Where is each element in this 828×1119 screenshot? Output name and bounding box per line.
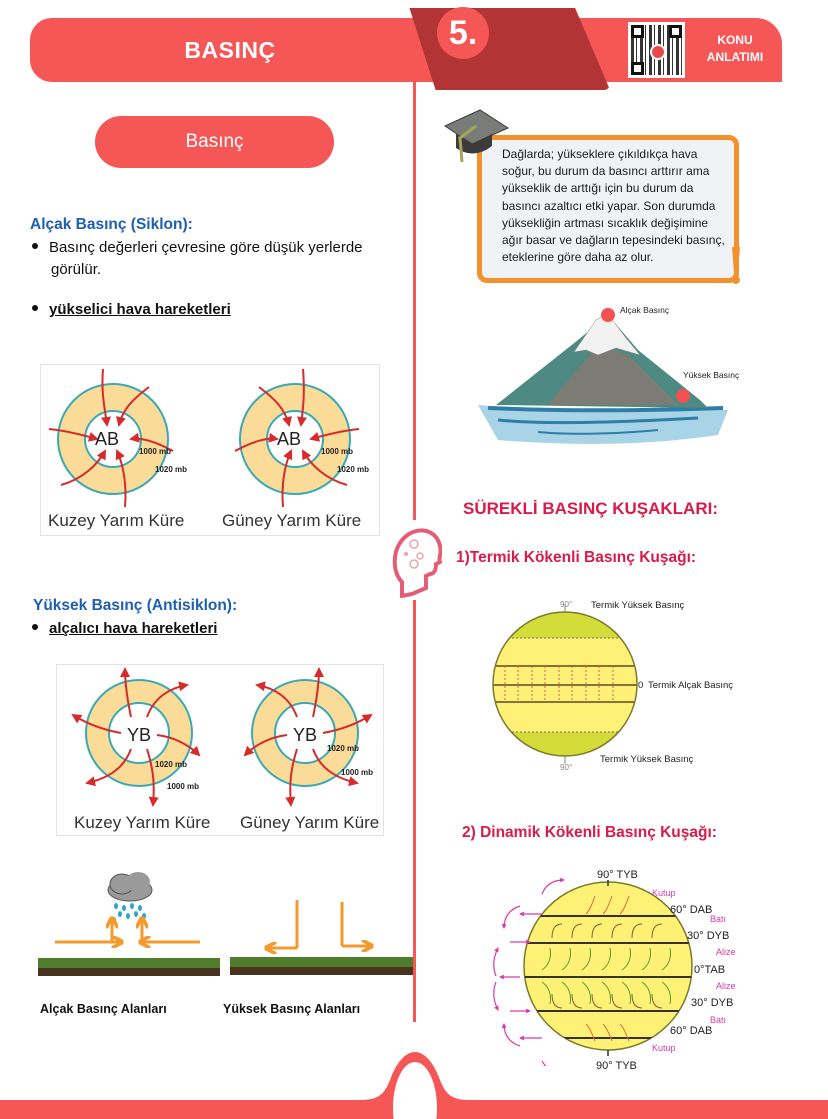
cyclone-diagram	[40, 364, 380, 536]
high-pressure-point	[676, 389, 690, 403]
dyn-line-60-south: 60° DAB	[670, 1025, 713, 1037]
caption-south-hemisphere: Güney Yarım Küre	[240, 813, 380, 832]
bullet-dot	[32, 624, 38, 630]
bullet-text-cont: görülür.	[51, 261, 102, 278]
dyn-line-30-south: 30° DYB	[691, 997, 734, 1009]
dynamic-belt-title: 2) Dinamik Kökenli Basınç Kuşağı:	[462, 824, 717, 841]
bullet-text: yükselici hava hareketleri	[49, 301, 231, 318]
svg-text:1000 mb: 1000 mb	[167, 782, 200, 791]
footer-arch	[360, 1050, 470, 1119]
high-pressure-areas-caption: Yüksek Basınç Alanları	[223, 1002, 361, 1016]
high-pressure-heading: Yüksek Basınç (Antisiklon):	[33, 597, 238, 614]
konu-anlatimi-label[interactable]	[700, 32, 770, 66]
qr-corner	[631, 62, 644, 75]
caption-south-hemisphere: Güney Yarım Küre	[222, 511, 362, 530]
low-pressure-bullet-2	[30, 299, 231, 321]
section-pill-basinc: Basınç	[95, 116, 334, 168]
dyn-line-90-north: 90° TYB	[597, 869, 638, 881]
header-banner-left	[30, 18, 450, 82]
wind-polar-north: Kutup	[652, 888, 676, 898]
caption-north-hemisphere: Kuzey Yarım Küre	[48, 511, 185, 530]
svg-text:1000 mb: 1000 mb	[139, 447, 172, 456]
bullet-text: alçalıcı hava hareketleri	[49, 620, 218, 637]
bullet-dot	[32, 243, 38, 249]
high-pressure-bullet-1	[30, 618, 217, 640]
thermal-equator-label: Termik Alçak Basınç	[648, 680, 733, 691]
mountain-base-label: Yüksek Basınç	[683, 370, 740, 380]
wind-westerly-south: Batı	[710, 1015, 727, 1025]
anticyclone-rings-svg	[57, 665, 385, 837]
qr-corner	[669, 25, 682, 38]
thermal-globe-diagram	[488, 604, 638, 764]
svg-text:1000 mb: 1000 mb	[321, 447, 354, 456]
exclamation-icon	[729, 245, 743, 285]
thermal-bottom-label: Termik Yüksek Basınç	[600, 754, 694, 765]
info-note-text: Dağlarda; yükseklere çıkıldıkça hava soğur, bu durum da basıncı arttırır ama yükseklik de arttığı için bu durum da basıncı azaltıcı etki yapar. Son durumda yüksekliğin artması sıcaklık değişimine ağır basar ve dağların tepesindeki basınç, eteklerine göre daha az olur.	[502, 147, 725, 265]
low-pressure-areas-caption: Alçak Basınç Alanları	[40, 1002, 167, 1016]
thermal-bottom-degree: 90°	[560, 763, 573, 772]
thermal-top-degree: 90°	[560, 600, 573, 609]
page-title: BASINÇ	[184, 36, 276, 63]
mountain-top-label: Alçak Basınç	[620, 305, 670, 315]
thermal-belt-title: 1)Termik Kökenli Basınç Kuşağı:	[456, 549, 697, 566]
thermal-top-label: Termik Yüksek Basınç	[591, 600, 685, 611]
bullet-text: Basınç değerleri çevresine göre düşük yerlerde	[49, 239, 363, 256]
svg-text:1020 mb: 1020 mb	[155, 465, 188, 474]
ab-label-south: AB	[277, 429, 302, 449]
ab-label-north: AB	[95, 429, 120, 449]
yb-label-north: YB	[127, 725, 152, 745]
low-pressure-bullet-1	[30, 237, 400, 281]
section-title-permanent-belts: SÜREKLİ BASINÇ KUŞAKLARI:	[463, 499, 718, 518]
thermal-equator-degree: 0	[638, 680, 644, 691]
qr-corner	[631, 25, 644, 38]
konu-label-line2: ANLATIMI	[706, 50, 764, 64]
svg-text:1020 mb: 1020 mb	[337, 465, 370, 474]
svg-text:1000 mb: 1000 mb	[341, 768, 374, 777]
anticyclone-diagram	[56, 664, 384, 836]
wind-trade-north: Alize	[716, 947, 736, 957]
rain-cloud-icon	[108, 872, 152, 923]
unit-number: 5.	[437, 7, 489, 59]
dyn-line-30-north: 30° DYB	[687, 930, 730, 942]
dyn-line-equator: 0°TAB	[694, 964, 726, 976]
dyn-line-90-south: 90° TYB	[596, 1060, 637, 1072]
svg-text:1020 mb: 1020 mb	[155, 760, 188, 769]
head-mind-icon	[390, 524, 442, 598]
yb-label-south: YB	[293, 725, 318, 745]
low-pressure-point	[601, 308, 615, 322]
bullet-dot	[32, 305, 38, 311]
caption-north-hemisphere: Kuzey Yarım Küre	[74, 813, 211, 832]
graduation-cap-icon	[440, 104, 510, 166]
wind-polar-south: Kutup	[652, 1043, 676, 1053]
wind-trade-south: Alize	[716, 981, 736, 991]
wind-westerly-north: Batı	[710, 914, 727, 924]
svg-text:1020 mb: 1020 mb	[327, 744, 360, 753]
low-pressure-heading: Alçak Basınç (Siklon):	[30, 216, 193, 233]
konu-label-line1: KONU	[717, 33, 753, 47]
air-movement-illustration	[30, 870, 415, 980]
qr-code-icon[interactable]	[628, 22, 685, 78]
dyn-line-60-north: 60° DAB	[670, 904, 713, 916]
